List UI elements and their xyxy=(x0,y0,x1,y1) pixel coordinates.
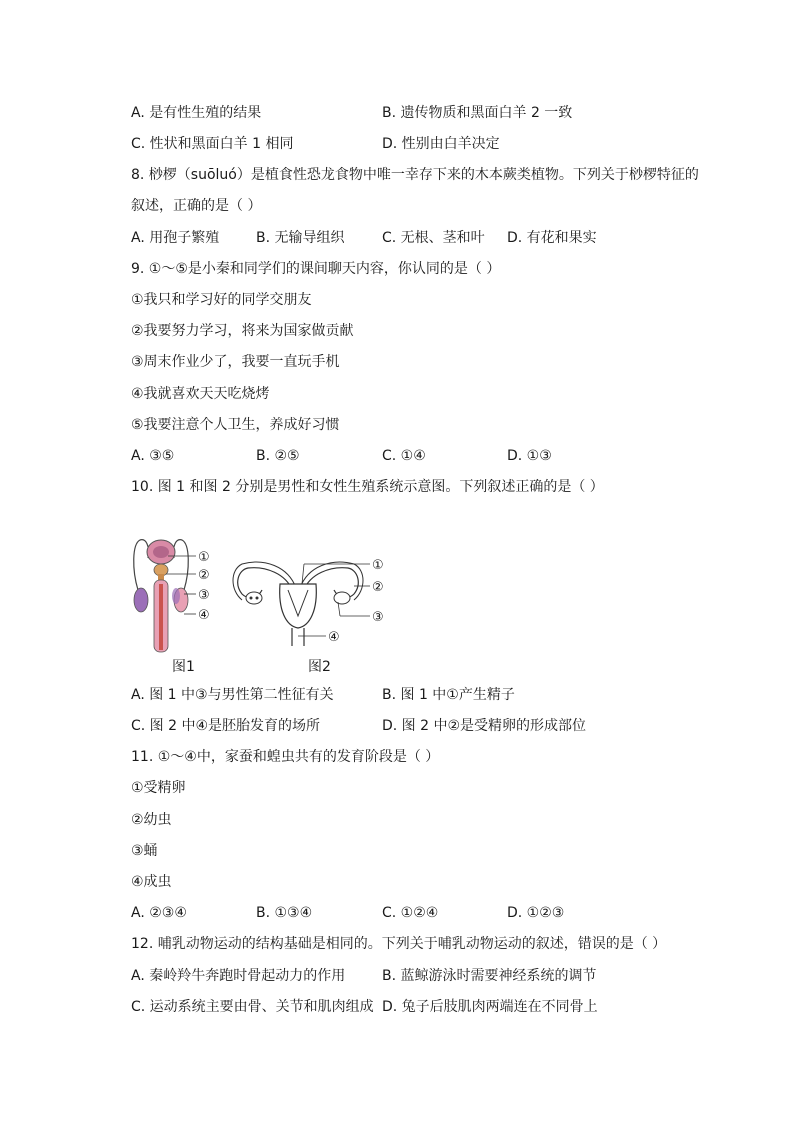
fig1-caption: 图1 xyxy=(172,659,195,675)
fig1-label-3: ③ xyxy=(198,588,210,603)
q11-item-3: ③蛹 xyxy=(131,843,158,859)
q11-item-4: ④成虫 xyxy=(131,874,172,890)
q11-option-c[interactable]: C. ①②④ xyxy=(382,905,439,921)
q12-stem: 12. 哺乳动物运动的结构基础是相同的。下列关于哺乳动物运动的叙述，错误的是（ ） xyxy=(131,936,667,952)
q11-item-2: ②幼虫 xyxy=(131,812,172,828)
q12-option-d[interactable]: D. 兔子后肢肌肉两端连在不同骨上 xyxy=(382,999,598,1015)
vas-deferens-right xyxy=(173,540,188,590)
q10-option-c[interactable]: C. 图 2 中④是胚胎发育的场所 xyxy=(131,718,321,734)
testis-left xyxy=(134,588,148,612)
q7-option-c[interactable]: C. 性状和黑面白羊 1 相同 xyxy=(131,136,294,152)
q10-stem: 10. 图 1 和图 2 分别是男性和女性生殖系统示意图。下列叙述正确的是（ ） xyxy=(131,479,604,495)
male-reproductive-diagram xyxy=(134,540,210,652)
q8-option-a[interactable]: A. 用孢子繁殖 xyxy=(131,230,220,246)
fig2-label-4: ④ xyxy=(328,630,340,645)
fig2-caption: 图2 xyxy=(308,659,331,675)
vagina-shape xyxy=(292,628,304,646)
bladder-inner xyxy=(153,546,169,558)
fig1-label-4: ④ xyxy=(198,608,210,623)
q7-option-d[interactable]: D. 性别由白羊决定 xyxy=(382,136,500,152)
q9-item-2: ②我要努力学习，将来为国家做贡献 xyxy=(131,323,354,339)
q9-option-a[interactable]: A. ③⑤ xyxy=(131,448,175,464)
q7-option-a[interactable]: A. 是有性生殖的结果 xyxy=(131,105,262,121)
q8-option-d[interactable]: D. 有花和果实 xyxy=(507,230,597,246)
q10-option-a[interactable]: A. 图 1 中③与男性第二性征有关 xyxy=(131,687,334,703)
ovary-left-dot2 xyxy=(256,597,259,600)
q8-option-b[interactable]: B. 无输导组织 xyxy=(256,230,345,246)
q11-item-1: ①受精卵 xyxy=(131,780,186,796)
q9-option-d[interactable]: D. ①③ xyxy=(507,448,552,464)
fig2-label-1: ① xyxy=(372,558,384,573)
q12-option-b[interactable]: B. 蓝鲸游泳时需要神经系统的调节 xyxy=(382,968,597,984)
q9-item-3: ③周末作业少了，我要一直玩手机 xyxy=(131,354,340,370)
reproductive-system-figure xyxy=(126,530,396,680)
epididymis-right xyxy=(172,588,180,604)
fig1-label-2: ② xyxy=(198,568,210,583)
q9-stem: 9. ①～⑤是小秦和同学们的课间聊天内容，你认同的是（ ） xyxy=(131,261,501,277)
fig2-label-3: ③ xyxy=(372,610,384,625)
q9-item-4: ④我就喜欢天天吃烧烤 xyxy=(131,386,270,402)
q8-stem-line2: 叙述，正确的是（ ） xyxy=(131,198,262,214)
ovary-right xyxy=(334,592,350,604)
q8-option-c[interactable]: C. 无根、茎和叶 xyxy=(382,230,485,246)
q9-item-1: ①我只和学习好的同学交朋友 xyxy=(131,292,312,308)
q9-option-c[interactable]: C. ①④ xyxy=(382,448,426,464)
q9-option-b[interactable]: B. ②⑤ xyxy=(256,448,300,464)
q11-stem: 11. ①～④中，家蚕和蝗虫共有的发育阶段是（ ） xyxy=(131,749,440,765)
q12-option-c[interactable]: C. 运动系统主要由骨、关节和肌肉组成 xyxy=(131,999,374,1015)
ovary-left-dot1 xyxy=(250,597,253,600)
q11-option-d[interactable]: D. ①②③ xyxy=(507,905,565,921)
urethra-shape xyxy=(159,584,163,650)
q8-stem-line1: 8. 桫椤（suōluó）是植食性恐龙食物中唯一幸存下来的木本蕨类植物。下列关于桫椤特征的 xyxy=(131,167,699,183)
female-reproductive-diagram xyxy=(233,558,384,646)
fig2-label-2: ② xyxy=(372,580,384,595)
ovary-left xyxy=(246,592,262,604)
q11-option-b[interactable]: B. ①③④ xyxy=(256,905,313,921)
fig1-label-1: ① xyxy=(198,550,210,565)
figure-svg xyxy=(126,530,396,680)
q10-option-b[interactable]: B. 图 1 中①产生精子 xyxy=(382,687,515,703)
q10-option-d[interactable]: D. 图 2 中②是受精卵的形成部位 xyxy=(382,718,587,734)
q11-option-a[interactable]: A. ②③④ xyxy=(131,905,187,921)
uterus-shape xyxy=(280,584,317,628)
vas-deferens-left xyxy=(134,540,149,590)
q12-option-a[interactable]: A. 秦岭羚牛奔跑时骨起动力的作用 xyxy=(131,968,346,984)
q7-option-b[interactable]: B. 遗传物质和黑面白羊 2 一致 xyxy=(382,105,573,121)
q9-item-5: ⑤我要注意个人卫生，养成好习惯 xyxy=(131,417,340,433)
